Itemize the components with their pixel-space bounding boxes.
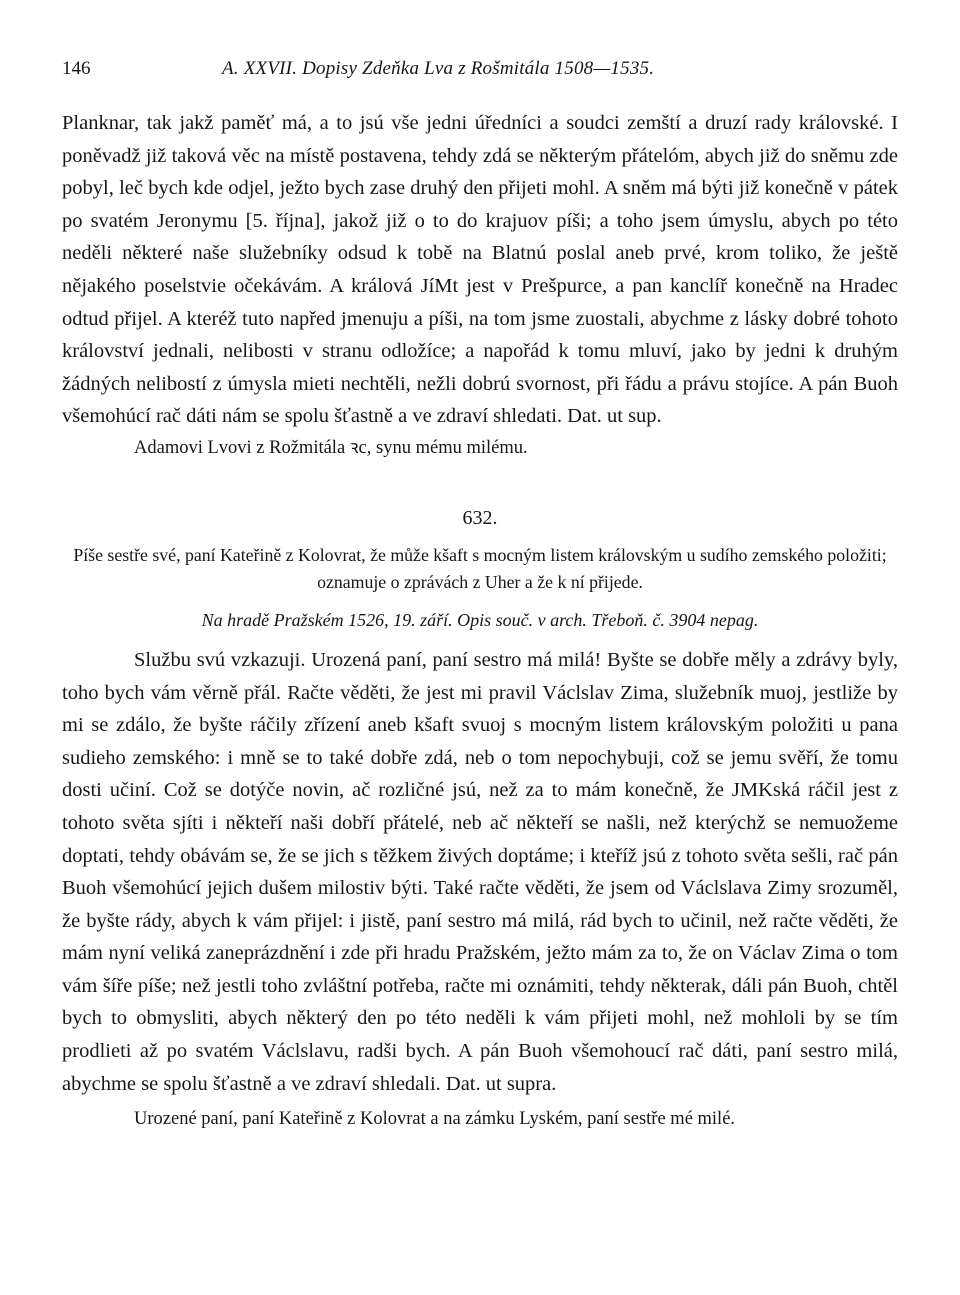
letter-summary: Píše sestře své, paní Kateřině z Kolovrat, že může kšaft s mocným listem královským u sudího zemského položiti; oznamuje o zprávách z Uher a že k ní přijede.	[73, 544, 887, 592]
continuation-paragraph: Planknar, tak jakž paměť má, a to jsú vše jedni úředníci a soudci zemští a druzí rady královské. I poněvadž již taková věc na místě postavena, tehdy zdá se některým přátelóm, abych již do sněmu zde pobyl, leč bych kde odjel, ježto bych zase druhý den přijeti mohl. A sněm má býti již konečně v pátek po svatém Jeronymu [5. října], jakož již o to do krajuov píši; a toho jsem úmyslu, abych po této neděli některé naše služebníky odsud k tobě na Blatnú poslal aneb prvé, krom toliko, že ještě nějakého poselstvie očekávám. A králová JíMt jest v Prešpurce, a pan kanclíř konečně na Hradec odtud přijel. A kteréž tuto napřed jmenuju a píši, na tom jsme zuostali, abychme z lásky dobré tohoto království jednali, nelibosti v stranu odložíce; a napořád k tomu mluví, jako by jedni k druhým žádných nelibostí z úmysla mieti nechtěli, nežli dobrú svornost, při řádu a právu stojíce. A pán Buoh všemohúcí rač dáti nám se spolu šťastně a ve zdraví shledati. Dat. ut sup.	[62, 112, 898, 428]
letter-body: Službu svú vzkazuji. Urozená paní, paní sestro má milá! Byšte se dobře měly a zdrávy byly, toho bych vám věrně přál. Račte věděti, že jest mi pravil Václslav Zima, služebník muoj, jestliže by mi se zdálo, že byšte ráčily zřízení aneb kšaft svuoj s mocným listem královským položiti u pana sudieho zemského: i mně se to také dobře zdá, neb o tom nepochybuji, což se jemu svěří, že tomu dosti učiní. Což se dotýče novin, ač rozličné jsú, než za to mám konečně, že JMKská ráčil jest z tohoto světa sjíti i někteří naši dobří přátelé, neb ač někteří se našli, než kterýchž se nemuožeme doptati, tehdy obávám se, že se jich s těžkem živých doptáme; i kteříž jsú z tohoto světa sešli, rač pán Buoh všemohúcí jejich dušem milostiv býti. Také račte věděti, že jsem od Václslava Zimy srozuměl, že byšte rády, abych k vám přijel: i jistě, paní sestro má milá, rád bych to učinil, než račte věděti, že mám nyní veliká zaneprázdnění i zde při hradu Pražském, ježto mám za to, že on Václav Zima o tom vám šíře píše; než jestli toho zvláštní potřeba, račte mi oznámiti, tehdy některak, dáli pán Buoh, chtěl bych to obmysliti, abych některý den po této neděli k vám přijeti mohl, než mohloli by se tím prodlieti až po svatém Václslavu, radši bych. A pán Buoh všemohoucí rač dáti, paní sestro milá, abychme se spolu šťastně a ve zdraví shledali. Dat. ut supra.	[62, 648, 898, 1095]
letter-address: Urozené paní, paní Kateřině z Kolovrat a na zámku Lyském, paní sestře mé milé.	[134, 1109, 736, 1130]
document-page	[62, 58, 898, 1134]
page-number: 146	[62, 58, 91, 79]
page-header	[62, 58, 898, 88]
letter-source: Na hradě Pražském 1526, 19. září. Opis souč. v arch. Třeboň. č. 3904 nepag.	[201, 609, 759, 630]
running-head: A. XXVII. Dopisy Zdeňka Lva z Rošmitála 1508—1535.	[222, 58, 655, 79]
continuation-address: Adamovi Lvovi z Rožmitála ꝛc, synu mému milému.	[134, 437, 528, 458]
letter-number: 632.	[462, 506, 498, 529]
